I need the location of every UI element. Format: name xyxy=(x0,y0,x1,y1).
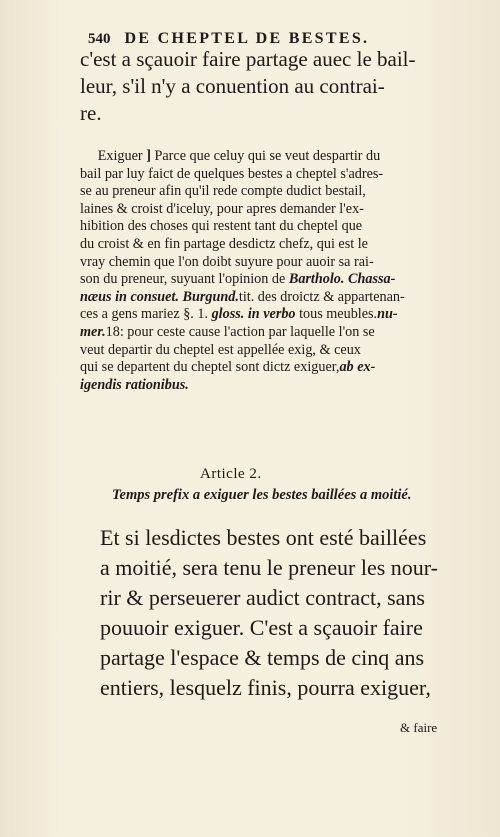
citation: næus in consuet. Burgund. xyxy=(80,288,239,305)
text-line xyxy=(80,148,480,166)
text-line: entiers, lesquelz finis, pourra exiguer, xyxy=(100,675,431,700)
text-line: vray chemin que l'on doibt suyure pour auoir sa rai- xyxy=(80,253,374,270)
citation: nu- xyxy=(377,306,398,323)
text-fragment: son du preneur, suyuant l'opinion de xyxy=(80,271,286,288)
text-line xyxy=(80,271,480,289)
continued-paragraph xyxy=(80,46,480,127)
text-fragment: tous meubles. xyxy=(295,306,378,323)
citation: ab ex- xyxy=(339,359,376,376)
text-line: du croist & en fin partage desdictz chefz, qui est le xyxy=(80,235,368,252)
text-line xyxy=(80,359,480,377)
text-fragment: tit. des droictz & appartenan- xyxy=(238,288,405,305)
article-heading: Article 2. xyxy=(200,466,262,482)
text-line: laines & croist d'iceluy, pour apres demander l'ex- xyxy=(80,200,364,217)
text-line xyxy=(80,324,480,342)
text-fragment: qui se departent du cheptel sont dictz exiguer, xyxy=(80,359,340,376)
text-line: veut departir du cheptel est appellée exig, & ceux xyxy=(80,341,361,358)
text-line: se au preneur afin qu'il rede compte dudict bestail, xyxy=(80,183,366,200)
text-line: hibition des choses qui restent tant du cheptel que xyxy=(80,218,363,235)
citation: mer. xyxy=(80,323,106,340)
text-line: Et si lesdictes bestes ont esté baillées xyxy=(100,525,427,550)
gloss-lemma: Exiguer xyxy=(97,148,143,164)
text-line: leur, s'il n'y a conuention au contrai- xyxy=(80,74,385,98)
citation: Bartholo. Chassa- xyxy=(288,271,396,288)
text-line: rir & perseuerer audict contract, sans xyxy=(100,585,425,610)
text-line xyxy=(80,306,480,324)
text-line: pouuoir exiguer. C'est a sçauoir faire xyxy=(100,615,423,640)
text-line: bail par luy faict de quelques bestes a cheptel s'adres- xyxy=(80,165,384,182)
citation: igendis rationibus. xyxy=(80,376,189,393)
text-line xyxy=(80,377,480,395)
commentary-gloss xyxy=(80,148,480,394)
page-number: 540 xyxy=(88,31,111,47)
lemma-bracket: ] xyxy=(142,148,151,164)
text-line: partage l'espace & temps de cinq ans xyxy=(100,645,425,670)
text-line: re. xyxy=(80,101,102,125)
text-line: c'est a sçauoir faire partage auec le bail- xyxy=(80,47,416,71)
text-fragment: ces a gens mariez §. 1. xyxy=(80,306,212,323)
catchword: & faire xyxy=(400,720,438,735)
text-line xyxy=(80,289,480,307)
text-fragment: Parce que celuy qui se veut despartir du xyxy=(150,148,381,164)
citation: gloss. in verbo xyxy=(211,306,296,323)
running-head: DE CHEPTEL DE BESTES. xyxy=(124,30,370,47)
article-subtitle: Temps prefix a exiguer les bestes baillées a moitié. xyxy=(112,487,412,503)
article-body xyxy=(100,523,480,703)
text-line: a moitié, sera tenu le preneur les nour- xyxy=(100,555,438,580)
text-fragment: 18: pour ceste cause l'action par laquelle l'on se xyxy=(105,323,375,340)
